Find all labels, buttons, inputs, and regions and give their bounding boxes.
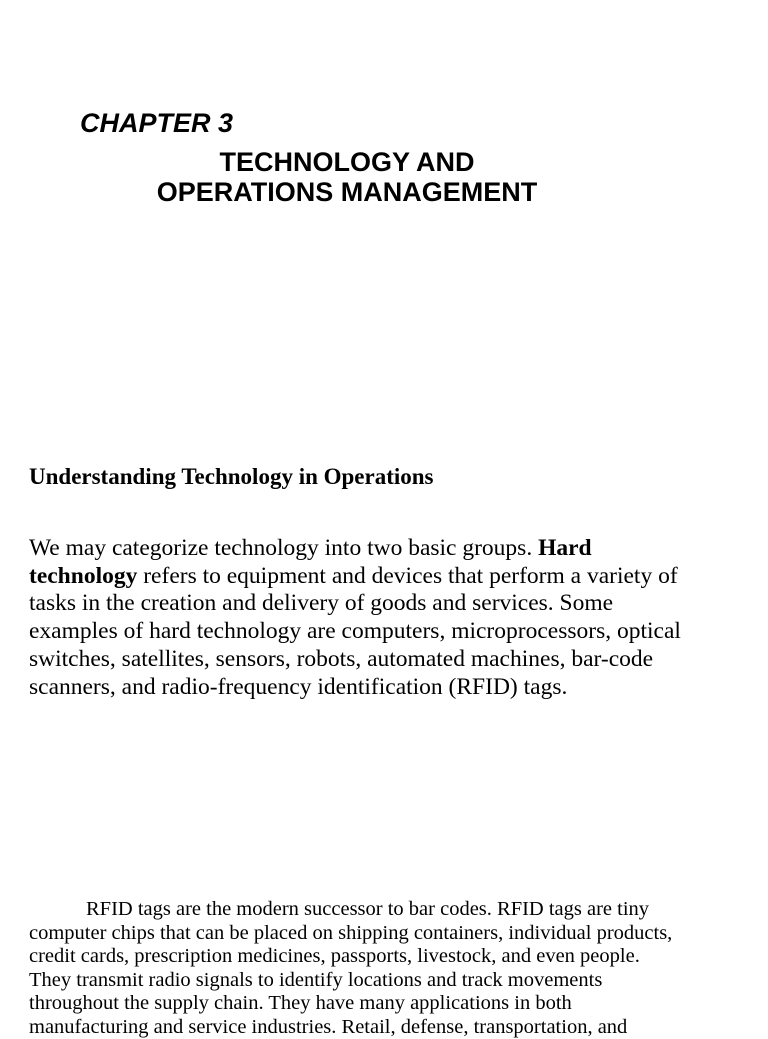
rfid-line-6: manufacturing and service industries. Retail, defense, transportation, and [29, 1016, 759, 1039]
rfid-line-1: RFID tags are the modern successor to bar codes. RFID tags are tiny [29, 898, 759, 922]
rfid-line-3: credit cards, prescription medicines, passports, livestock, and even people. [29, 945, 759, 969]
chapter-title-line-1: TECHNOLOGY AND [100, 147, 594, 177]
chapter-label: CHAPTER 3 [80, 106, 233, 140]
intro-paragraph [29, 535, 759, 701]
rfid-line-4: They transmit radio signals to identify locations and track movements [29, 969, 759, 993]
intro-line-4: examples of hard technology are computers, microprocessors, optical [29, 618, 759, 646]
rfid-line-2: computer chips that can be placed on shipping containers, individual products, [29, 922, 759, 946]
intro-line-2-text: refers to equipment and devices that perform a variety of [143, 563, 677, 589]
hard-term: Hard [538, 535, 592, 561]
intro-line-2 [29, 563, 759, 591]
rfid-line-5: throughout the supply chain. They have many applications in both [29, 992, 759, 1016]
rfid-paragraph [29, 898, 759, 1039]
section-heading: Understanding Technology in Operations [29, 463, 434, 491]
intro-line-1-text: We may categorize technology into two basic groups. [29, 535, 532, 561]
intro-line-6: scanners, and radio-frequency identification (RFID) tags. [29, 674, 759, 702]
intro-line-1 [29, 535, 759, 563]
intro-line-5: switches, satellites, sensors, robots, automated machines, bar-code [29, 646, 759, 674]
technology-term: technology [29, 563, 137, 589]
chapter-title-line-2: OPERATIONS MANAGEMENT [100, 177, 594, 207]
intro-line-3: tasks in the creation and delivery of goods and services. Some [29, 590, 759, 618]
chapter-title [100, 147, 594, 207]
